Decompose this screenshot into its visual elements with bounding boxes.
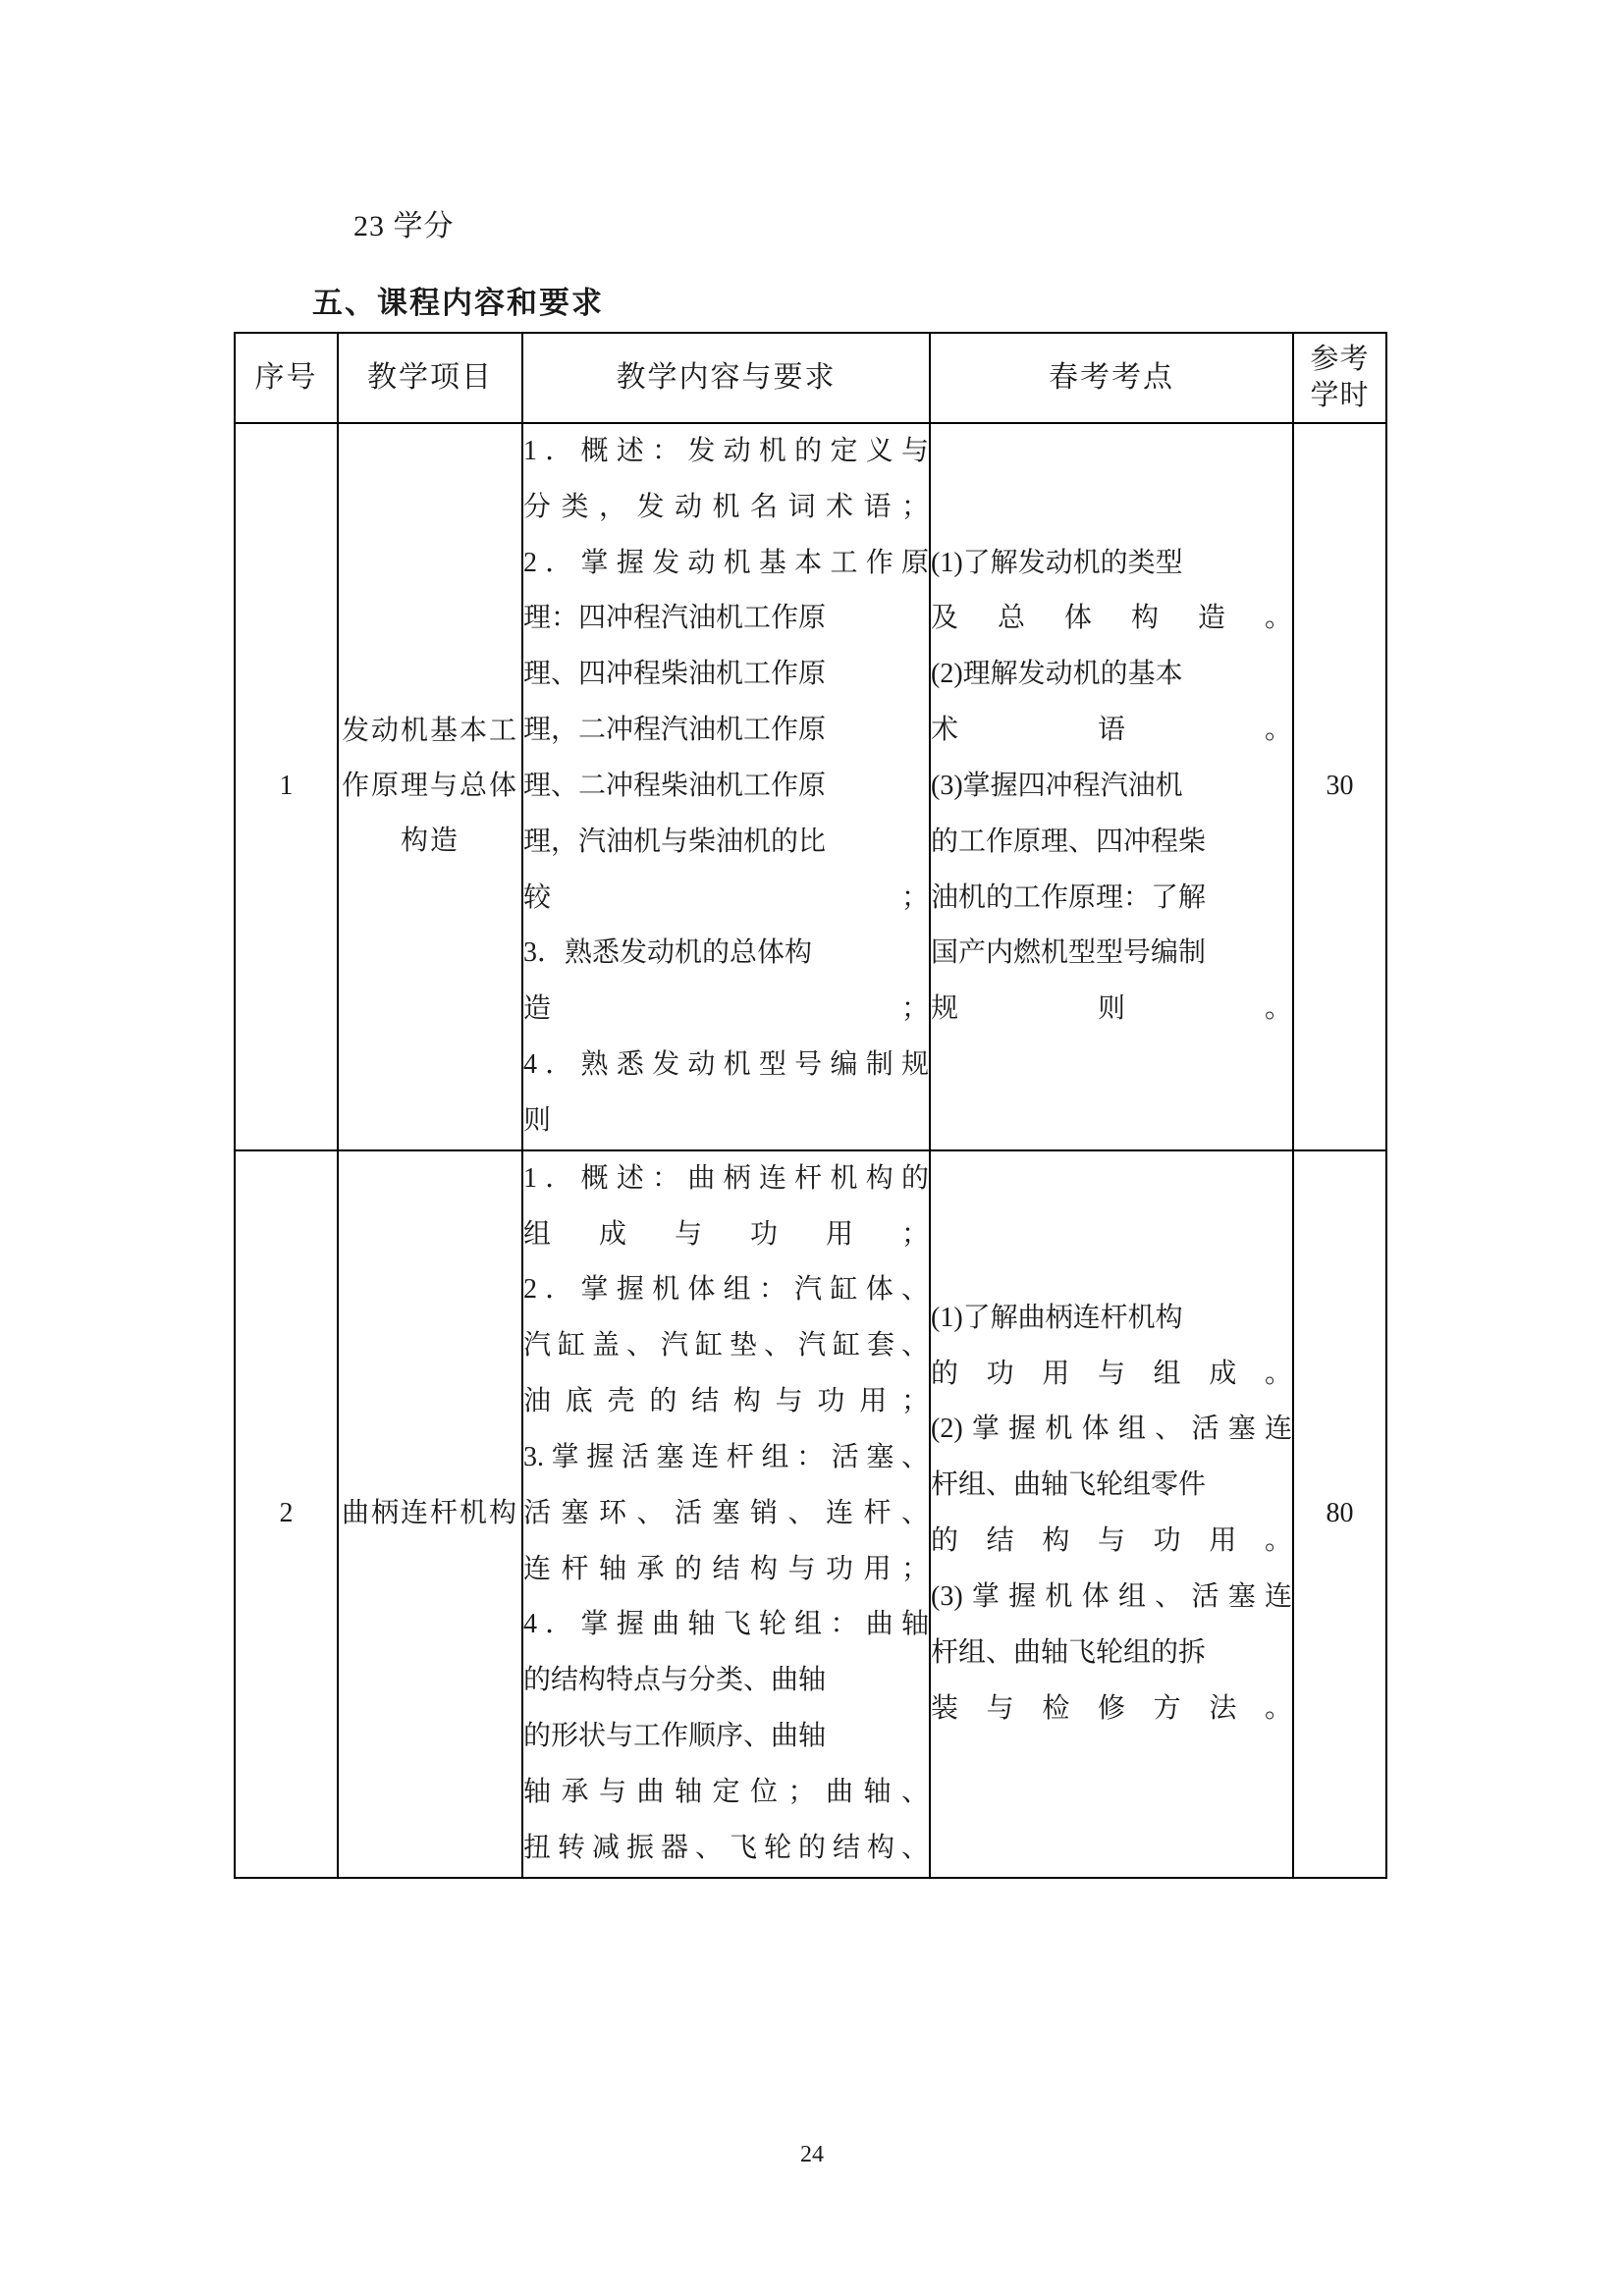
text-line: (2)理解发动机的基本 [931, 659, 1183, 690]
text-line: 扭转减振器、飞轮的结构、 [523, 1832, 929, 1863]
text-line: 理，汽油机与柴油机的比 [523, 826, 827, 857]
cell-no: 2 [235, 1150, 338, 1878]
text-line: 杆组、曲轴飞轮组的拆 [931, 1636, 1207, 1668]
course-content-table-wrapper [234, 332, 1385, 1879]
cell-exam [930, 1150, 1293, 1878]
text-line: 装与检修方法。 [931, 1692, 1292, 1724]
text-line: 理、四冲程柴油机工作原 [523, 659, 827, 690]
text-line: (3)掌握机体组、活塞连 [931, 1580, 1292, 1612]
section-heading: 五、课程内容和要求 [312, 286, 604, 320]
text-line: 杆组、曲轴飞轮组零件 [931, 1469, 1207, 1501]
text-line: 造； [523, 993, 929, 1025]
text-line: 理，二冲程汽油机工作原 [523, 715, 827, 746]
cell-item: 发动机基本工作原理与总体构造 [338, 423, 522, 1150]
text-line: (2)掌握机体组、活塞连 [931, 1414, 1292, 1445]
header-hours-line1: 参考 [1310, 343, 1370, 375]
cell-hours: 80 [1293, 1150, 1386, 1878]
table-row [235, 1150, 1386, 1878]
header-exam: 春考考点 [930, 333, 1293, 423]
text-line: 理、二冲程柴油机工作原 [523, 770, 827, 801]
text-line: 油底壳的结构与功用； [523, 1386, 929, 1417]
table-header-row [235, 333, 1386, 423]
text-line: 轴承与曲轴定位；曲轴、 [523, 1776, 929, 1807]
text-line: 分类，发动机名词术语； [523, 491, 929, 522]
text-line: 3．熟悉发动机的总体构 [523, 937, 813, 969]
text-line: 术语。 [931, 715, 1292, 746]
header-item: 教学项目 [338, 333, 522, 423]
text-line: 的形状与工作顺序、曲轴 [523, 1721, 827, 1752]
page-number: 24 [800, 2142, 824, 2167]
credits-text: 23 学分 [353, 210, 455, 242]
text-line: (1)了解发动机的类型 [931, 547, 1183, 578]
text-line: 2．掌握发动机基本工作原 [523, 547, 929, 578]
text-line: 的结构特点与分类、曲轴 [523, 1665, 827, 1696]
text-line: 汽缸盖、汽缸垫、汽缸套、 [523, 1330, 929, 1362]
text-line: 组成与功用； [523, 1218, 929, 1250]
cell-hours: 30 [1293, 423, 1386, 1150]
cell-exam [930, 423, 1293, 1150]
text-line: 3.掌握活塞连杆组：活塞、 [523, 1441, 929, 1472]
text-line: 及总体构造。 [931, 603, 1292, 634]
header-hours [1293, 333, 1386, 423]
text-line: 国产内燃机型型号编制 [931, 937, 1207, 969]
text-line: 的功用与组成。 [931, 1358, 1292, 1389]
text-line: 1．概述：曲柄连杆机构的 [523, 1162, 929, 1194]
cell-no: 1 [235, 423, 338, 1150]
cell-content [522, 423, 930, 1150]
text-line: 连杆轴承的结构与功用； [523, 1553, 929, 1584]
text-line: 活塞环、活塞销、连杆、 [523, 1497, 929, 1528]
text-line: 理：四冲程汽油机工作原 [523, 603, 827, 634]
text-line: 2．掌握机体组：汽缸体、 [523, 1274, 929, 1306]
text-line: 的结构与功用。 [931, 1525, 1292, 1557]
text-line: (1)了解曲柄连杆机构 [931, 1302, 1183, 1333]
header-no: 序号 [235, 333, 338, 423]
text-line: 4．熟悉发动机型号编制规 [523, 1049, 929, 1081]
text-line: 1．概述：发动机的定义与 [523, 436, 929, 466]
text-line: 规则。 [931, 993, 1292, 1025]
text-line: 则 [523, 1104, 552, 1136]
text-line: (3)掌握四冲程汽油机 [931, 770, 1183, 801]
cell-item: 曲柄连杆机构 [338, 1150, 522, 1878]
table-body [235, 423, 1386, 1878]
course-content-table [234, 332, 1387, 1879]
header-content: 教学内容与要求 [522, 333, 930, 423]
header-hours-line2: 学时 [1310, 380, 1370, 411]
text-line: 油机的工作原理：了解 [931, 881, 1207, 913]
text-line: 的工作原理、四冲程柴 [931, 826, 1207, 857]
table-row [235, 423, 1386, 1150]
text-line: 4．掌握曲轴飞轮组：曲轴 [523, 1609, 929, 1640]
cell-content [522, 1150, 930, 1878]
text-line: 较； [523, 881, 929, 913]
